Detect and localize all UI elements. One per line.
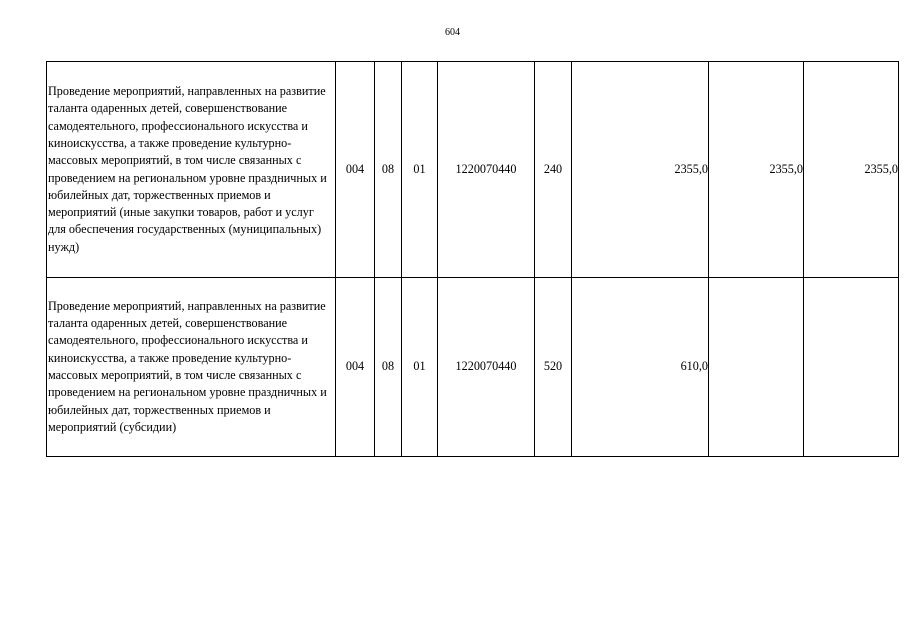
amount-1-cell: 610,0 [572, 278, 709, 457]
target-code-cell: 1220070440 [438, 278, 535, 457]
ministry-code-cell: 004 [336, 278, 375, 457]
amount-1-cell: 2355,0 [572, 62, 709, 278]
section-code-cell: 08 [375, 62, 402, 278]
subsection-code-cell: 01 [402, 278, 438, 457]
expense-name-cell: Проведение мероприятий, направленных на развитие таланта одаренных детей, совершенствование самодеятельного, профессионального искусства и киноискусства, а также проведение культурно-массовых мероприятий, в том числе связанных с проведением на региональном уровне праздничных и юбилейных дат, торжественных приемов и мероприятий (иные закупки товаров, работ и услуг для обеспечения государственных (муниципальных) нужд) [47, 62, 336, 278]
table-row [47, 278, 899, 457]
budget-table [46, 61, 899, 457]
section-code-cell: 08 [375, 278, 402, 457]
target-code-cell: 1220070440 [438, 62, 535, 278]
expense-type-cell: 520 [535, 278, 572, 457]
page-number: 604 [445, 27, 460, 38]
expense-type-cell: 240 [535, 62, 572, 278]
expense-name-cell: Проведение мероприятий, направленных на развитие таланта одаренных детей, совершенствование самодеятельного, профессионального искусства и киноискусства, а также проведение культурно-массовых мероприятий, в том числе связанных с проведением на региональном уровне праздничных и юбилейных дат, торжественных приемов и мероприятий (субсидии) [47, 278, 336, 457]
ministry-code-cell: 004 [336, 62, 375, 278]
subsection-code-cell: 01 [402, 62, 438, 278]
amount-2-cell: 2355,0 [709, 62, 804, 278]
amount-3-cell [804, 278, 899, 457]
amount-3-cell: 2355,0 [804, 62, 899, 278]
amount-2-cell [709, 278, 804, 457]
table-row [47, 62, 899, 278]
